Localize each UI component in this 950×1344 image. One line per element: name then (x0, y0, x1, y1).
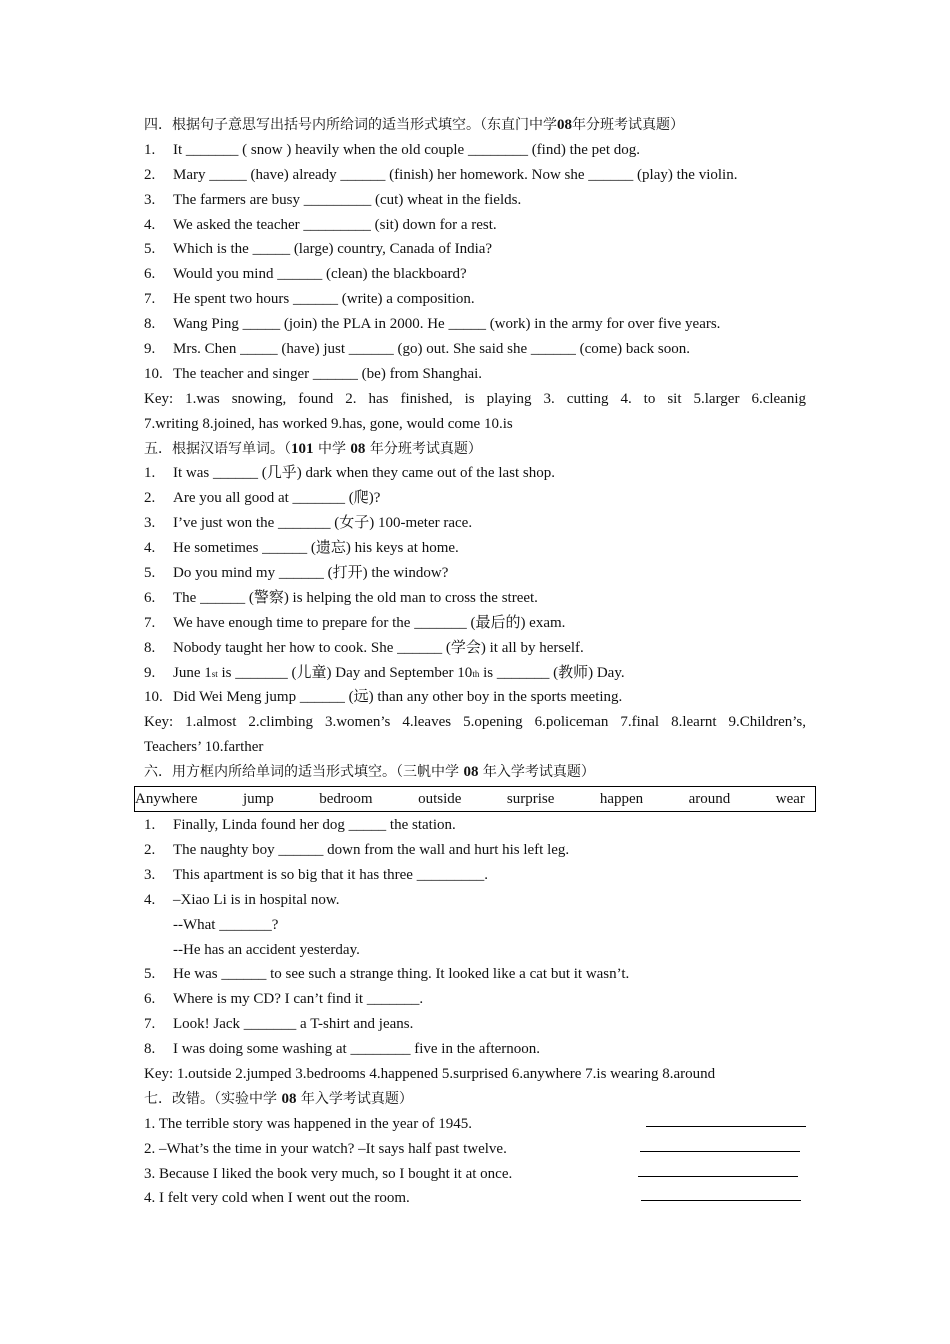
box-word: Anywhere (135, 790, 198, 807)
s4-item-7: 7. He spent two hours ______ (write) a composition. (144, 291, 475, 308)
section4-heading (144, 113, 806, 138)
answer-blank (641, 1186, 801, 1201)
s5-item-7: 7. We have enough time to prepare for the _______ (最后的) exam. (144, 614, 566, 631)
s5-item-9: 9. June 1st is _______ (儿童) Day and September 10th is _______ (教师) Day. (144, 664, 625, 681)
s4-item-3: 3. The farmers are busy _________ (cut) wheat in the fields. (144, 191, 522, 208)
s6-item-4: 4. –Xiao Li is in hospital now. (144, 891, 340, 908)
section4-heading-text: 四．根据句子意思写出括号内所给词的适当形式填空。（东直门中学 (144, 117, 557, 133)
answer-blank (638, 1162, 798, 1177)
s4-key-line-2: 7.writing 8.joined, has worked 9.has, gone, would come 10.is (144, 415, 513, 432)
s6-item-6: 6. Where is my CD? I can’t find it _______. (144, 991, 424, 1008)
s7-item-3: 3. Because I liked the book very much, so I bought it at once. (144, 1162, 806, 1187)
s5-item-5: 5. Do you mind my ______ (打开) the window? (144, 565, 449, 582)
word-box (134, 786, 816, 812)
box-word: around (688, 790, 731, 807)
box-word: jump (242, 790, 274, 807)
worksheet-page (135, 113, 806, 1211)
s4-item-5: 5. Which is the _____ (large) country, Canada of India? (144, 241, 493, 258)
s6-item-7: 7. Look! Jack _______ a T-shirt and jeans. (144, 1016, 414, 1033)
s5-item-1: 1. It was ______ (几乎) dark when they came out of the last shop. (144, 465, 555, 482)
s4-item-8: 8. Wang Ping _____ (join) the PLA in 2000. He _____ (work) in the army for over five years. (144, 316, 721, 333)
section4-heading-year: 08 (557, 117, 572, 133)
box-word: happen (599, 790, 644, 807)
box-word: surprise (506, 790, 555, 807)
s5-item-2: 2. Are you all good at _______ (爬)? (144, 490, 381, 507)
s4-item-2: 2. Mary _____ (have) already ______ (finish) her homework. Now she ______ (play) the violin. (144, 166, 738, 183)
s6-item-2: 2. The naughty boy ______ down from the wall and hurt his left leg. (144, 841, 570, 858)
s5-key-line-2: Teachers’ 10.farther (144, 739, 264, 756)
section7-heading: 七．改错。（实验中学 08 年入学考试真题） (144, 1090, 413, 1107)
s4-item-6: 6. Would you mind ______ (clean) the blackboard? (144, 266, 467, 283)
box-word: bedroom (319, 790, 373, 807)
s6-item-8: 8. I was doing some washing at ________ five in the afternoon. (144, 1041, 541, 1058)
s6-dialog-line-1: --What _______? (173, 916, 279, 933)
s5-item-3: 3. I’ve just won the _______ (女子) 100-meter race. (144, 515, 473, 532)
s7-item-4: 4. I felt very cold when I went out the room. (144, 1186, 806, 1211)
s4-item-10: 10. The teacher and singer ______ (be) from Shanghai. (144, 365, 483, 382)
s4-item-1: 1. It _______ ( snow ) heavily when the old couple ________ (find) the pet dog. (144, 141, 640, 158)
section6-heading: 六．用方框内所给单词的适当形式填空。（三帆中学 08 年入学考试真题） (144, 764, 595, 781)
s6-item-3: 3. This apartment is so big that it has three _________. (144, 866, 488, 883)
s4-key-line-1: Key: 1.was snowing, found 2. has finished, is playing 3. cutting 4. to sit 5.larger 6.cleanig (144, 390, 806, 407)
s4-item-9: 9. Mrs. Chen _____ (have) just ______ (go) out. She said she ______ (come) back soon. (144, 341, 691, 358)
s7-item-1: 1. The terrible story was happened in the year of 1945. (144, 1112, 806, 1137)
box-word: wear (775, 790, 805, 807)
s6-item-1: 1. Finally, Linda found her dog _____ the station. (144, 817, 456, 834)
s7-item-2: 2. –What’s the time in your watch? –It says half past twelve. (144, 1137, 806, 1162)
answer-blank (646, 1112, 806, 1127)
s6-dialog-line-2: --He has an accident yesterday. (173, 941, 360, 958)
s6-key: Key: 1.outside 2.jumped 3.bedrooms 4.happened 5.surprised 6.anywhere 7.is wearing 8.around (144, 1065, 716, 1082)
answer-blank (640, 1137, 800, 1152)
s5-item-4: 4. He sometimes ______ (遗忘) his keys at home. (144, 540, 459, 557)
s6-item-5: 5. He was ______ to see such a strange thing. It looked like a cat but it wasn’t. (144, 966, 630, 983)
s5-item-10: 10. Did Wei Meng jump ______ (远) than any other boy in the sports meeting. (144, 689, 623, 706)
s5-item-6: 6. The ______ (警察) is helping the old man to cross the street. (144, 589, 538, 606)
box-word: outside (418, 790, 462, 807)
section5-heading: 五．根据汉语写单词。（101 中学 08 年分班考试真题） (144, 440, 482, 457)
s4-item-4: 4. We asked the teacher _________ (sit) down for a rest. (144, 216, 497, 233)
s5-key-line-1: Key: 1.almost 2.climbing 3.women’s 4.leaves 5.opening 6.policeman 7.final 8.learnt 9.Children’s, (144, 714, 806, 731)
s5-item-8: 8. Nobody taught her how to cook. She ______ (学会) it all by herself. (144, 639, 584, 656)
section4-heading-tail: 年分班考试真题） (572, 117, 684, 133)
